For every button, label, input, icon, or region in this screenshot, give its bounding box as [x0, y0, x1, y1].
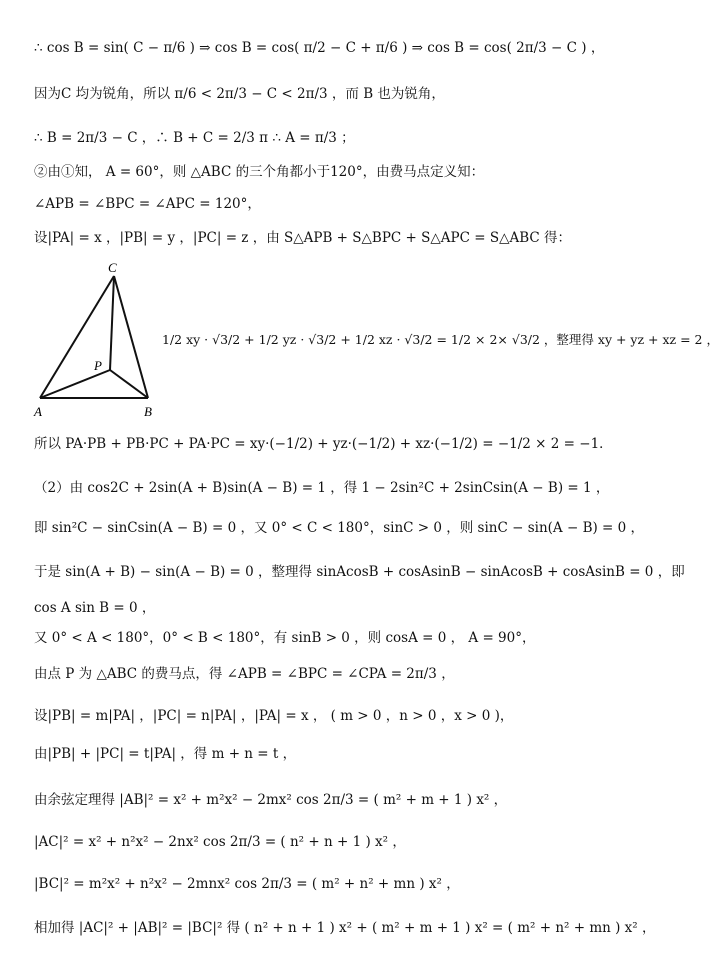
line-15: 设|PB| = m|PA| ，|PC| = n|PA| ，|PA| = x ， ( m > 0 ，n > 0 ，x > 0 )，	[34, 708, 514, 724]
label-b: B	[144, 404, 152, 419]
line-3: ∴ B = 2π/3 − C ，∴ B + C = 2/3 π ∴ A = π/3 ；	[34, 130, 355, 146]
line-19: |BC|² = m²x² + n²x² − 2mnx² cos 2π/3 = ( m² + n² + mn ) x² ，	[34, 876, 460, 892]
line-16: 由|PB| + |PC| = t|PA| ，得 m + n = t ，	[34, 746, 297, 762]
triangle-figure	[30, 258, 160, 423]
line-4: ②由①知， A = 60°，则 △ABC 的三个角都小于120°，由费马点定义知：	[34, 164, 485, 180]
line-10: 即 sin²C − sinCsin(A − B) = 0 ，又 0° < C < 180°，sinC > 0 ，则 sinC − sin(A − B) = 0 ，	[34, 520, 645, 536]
line-11: 于是 sin(A + B) − sin(A − B) = 0 ，整理得 sinAcosB + cosAsinB − sinAcosB + cosAsinB = 0 ，即	[34, 564, 685, 580]
label-a: A	[34, 404, 42, 419]
line-2: 因为C 均为锐角，所以 π/6 < 2π/3 − C < 2π/3 ，而 B 也为锐角，	[34, 86, 445, 102]
line-18: |AC|² = x² + n²x² − 2nx² cos 2π/3 = ( n² + n + 1 ) x² ，	[34, 834, 406, 850]
line-9: （2）由 cos2C + 2sin(A + B)sin(A − B) = 1 ，得 1 − 2sin²C + 2sinCsin(A − B) = 1 ，	[34, 480, 610, 496]
line-17: 由余弦定理得 |AB|² = x² + m²x² − 2mx² cos 2π/3 = ( m² + m + 1 ) x² ，	[34, 792, 508, 808]
line-6: 设|PA| = x ，|PB| = y ，|PC| = z ，由 S△APB + S△BPC + S△APC = S△ABC 得：	[34, 230, 571, 246]
edge-cb	[114, 276, 148, 398]
line-12: cos A sin B = 0 ，	[34, 600, 156, 616]
label-p: P	[94, 358, 102, 373]
segment-pc	[110, 276, 114, 370]
line-8: 所以 PA·PB + PB·PC + PA·PC = xy·(−1/2) + yz·(−1/2) + xz·(−1/2) = −1/2 × 2 = −1．	[34, 436, 613, 452]
segment-pa	[40, 370, 110, 398]
label-c: C	[108, 260, 117, 275]
line-1: ∴ cos B = sin( C − π/6 ) ⇒ cos B = cos( π/2 − C + π/6 ) ⇒ cos B = cos( 2π/3 − C ) ，	[34, 40, 605, 56]
line-20: 相加得 |AC|² + |AB|² = |BC|² 得 ( n² + n + 1 ) x² + ( m² + m + 1 ) x² = ( m² + n² + mn ) x² ，	[34, 920, 656, 936]
line-7: 1/2 xy · √3/2 + 1/2 yz · √3/2 + 1/2 xz · √3/2 = 1/2 × 2× √3/2 ，整理得 xy + yz + xz = 2 ，	[162, 332, 719, 347]
line-13: 又 0° < A < 180°，0° < B < 180°，有 sinB > 0 ，则 cosA = 0 ， A = 90°，	[34, 630, 536, 646]
line-14: 由点 P 为 △ABC 的费马点，得 ∠APB = ∠BPC = ∠CPA = 2π/3 ，	[34, 666, 455, 682]
edge-ca	[40, 276, 114, 398]
line-5: ∠APB = ∠BPC = ∠APC = 120°，	[34, 196, 261, 212]
